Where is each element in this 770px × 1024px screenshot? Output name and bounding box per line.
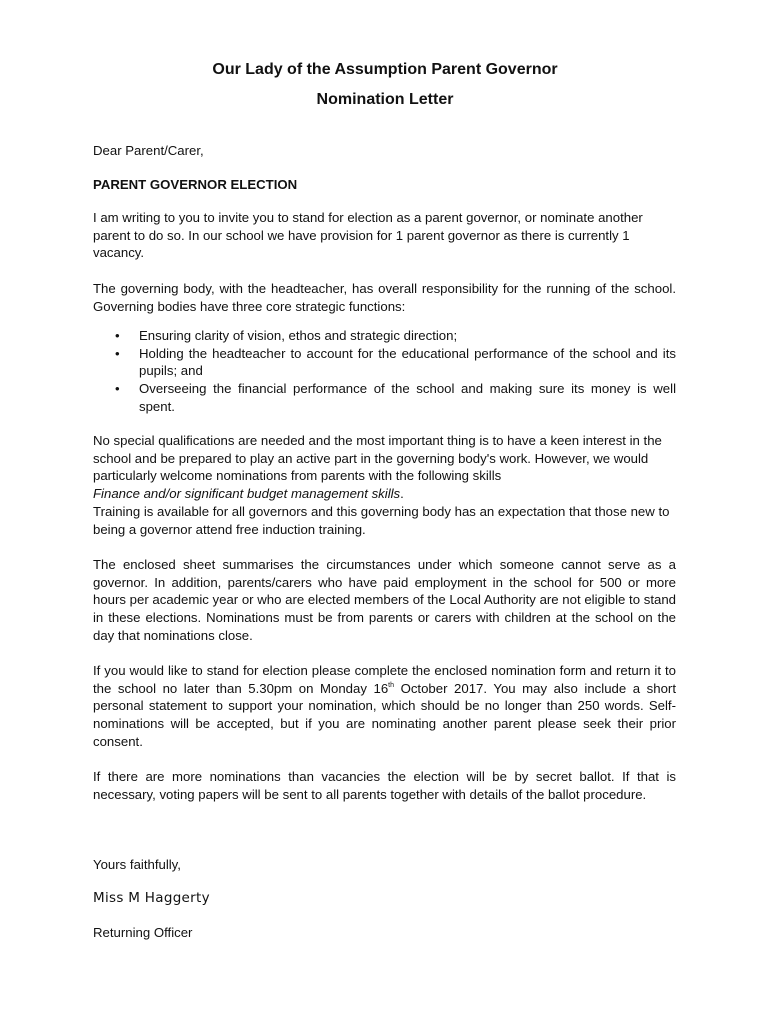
eligibility-paragraph: The enclosed sheet summarises the circumstances under which someone cannot serve as a governor. In addition, parents/carers who have paid employment in the school for 500 or more hours per academic year or who are elected members of the Local Authority are not eligible to stand in these elections. Nominations must be from parents or carers with children at the school on the day that nominations close. (93, 557, 676, 643)
bullet-icon: • (115, 345, 120, 361)
skills-period: . (400, 486, 404, 502)
bullet-icon: • (115, 328, 120, 343)
subject-heading: PARENT GOVERNOR ELECTION (93, 177, 298, 192)
page-title: Our Lady of the Assumption Parent Governor (212, 61, 558, 78)
signatory-role: Returning Officer (93, 925, 193, 940)
governing-body-paragraph: The governing body, with the headteacher, has overall responsibility for the running of the school. Governing bodies have three core strategic functions: (93, 281, 676, 314)
list-item-text: Holding the headteacher to account for the educational performance of the school and its pupils; and (139, 345, 676, 379)
ballot-paragraph: If there are more nominations than vacancies the election will be by secret ballot. If that is necessary, voting papers will be sent to all parents together with details of the ballot procedure. (93, 769, 676, 802)
list-item (93, 380, 676, 415)
qualifications-paragraph: No special qualifications are needed and the most important thing is to have a keen interest in the school and be prepared to play an active part in the governing body's work. However, we would particularly welcome nominations from parents with the following skills (93, 433, 662, 484)
skills-text: Finance and/or significant budget management skills (93, 486, 401, 502)
page-subtitle: Nomination Letter (316, 91, 454, 108)
list-item-text: Overseeing the financial performance of the school and making sure its money is well spent. (139, 381, 676, 414)
signatory-name: Miss M Haggerty (93, 890, 210, 906)
salutation: Dear Parent/Carer, (93, 143, 204, 158)
list-item (93, 327, 676, 345)
signoff: Yours faithfully, (93, 857, 181, 872)
nomination-text-start: If you would like to stand for election please complete the enclosed nomination form and return it to the school no later than 5.30pm on Monday 16 (93, 663, 676, 696)
nomination-text-end: October 2017. You may also include a short personal statement to support your nomination, which should be no longer than 250 words. Self-nominations will be accepted, but if you are nominating another parent please seek their prior consent. (93, 680, 676, 749)
core-functions-list (93, 327, 676, 416)
date-ordinal: th (388, 681, 395, 689)
qualifications-section (93, 432, 676, 538)
intro-paragraph: I am writing to you to invite you to stand for election as a parent governor, or nominate another parent to do so. In our school we have provision for 1 parent governor as there is currently 1 vacancy. (93, 210, 643, 261)
nomination-paragraph (93, 662, 676, 751)
list-item (93, 345, 676, 380)
list-item-text: Ensuring clarity of vision, ethos and strategic direction; (139, 328, 458, 343)
bullet-icon: • (115, 381, 120, 397)
skills-line (93, 485, 676, 503)
training-paragraph: Training is available for all governors and this governing body has an expectation that those new to being a governor attend free induction training. (93, 503, 670, 537)
